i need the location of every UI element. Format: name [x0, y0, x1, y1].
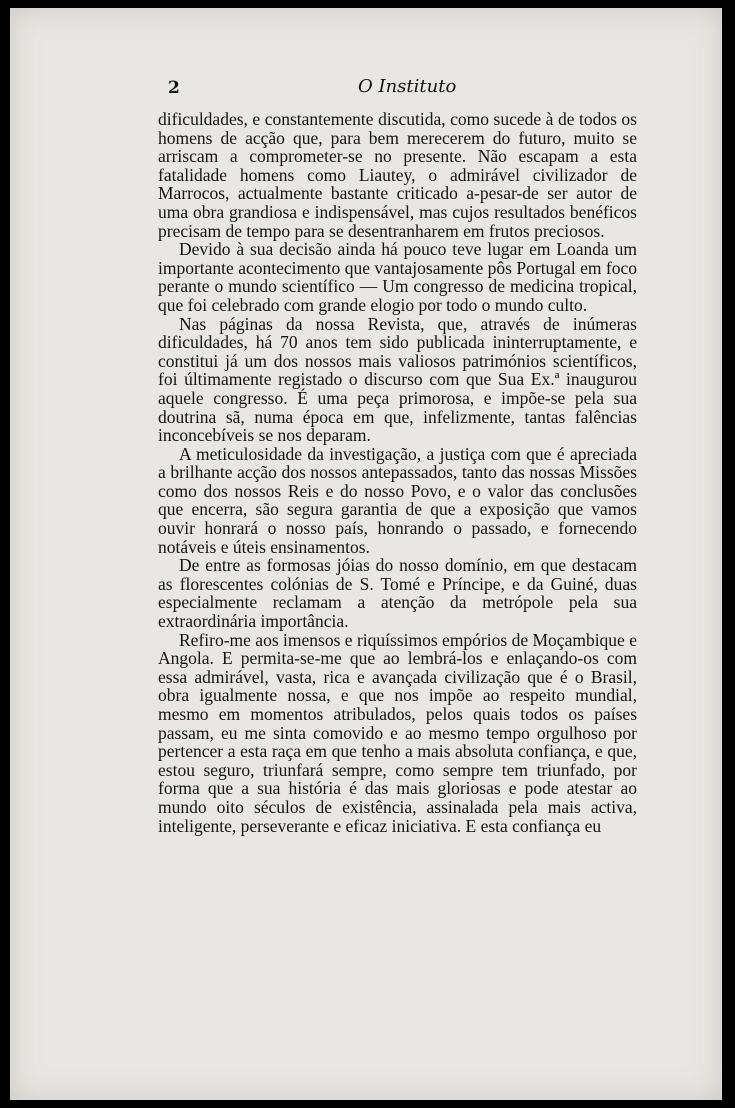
journal-title: O Instituto — [358, 76, 457, 97]
paragraph-4: A meticulosidade da investigação, a justiça com que é apreciada a brilhante acção dos nossos antepassados, tanto das nossas Missões como dos nossos Reis e do nosso Povo, e o valor das conclusões que encerra, são segura garantia de que a exposição que vamos ouvir honrará o nosso país, honrando o passado, e fornecendo notáveis e úteis ensinamentos. — [158, 443, 637, 557]
paragraph-5: De entre as formosas jóias do nosso domínio, em que destacam as florescentes colónias de S. Tomé e Príncipe, e da Guiné, duas especialmente reclamam a atenção da metrópole pela sua extraordinária importância. — [158, 555, 637, 632]
paragraph-1: dificuldades, e constantemente discutida, como sucede à de todos os homens de acção que, para bem merecerem do futuro, muito se arriscam a comprometer-se no presente. Não escapam a esta fatalidade homens como Liautey, o admirável civilizador de Marrocos, actualmente bastante criticado a-pesar-de ser autor de uma obra grandiosa e indispensável, mas cujos resultados benéficos precisam de tempo para se desentranharem em frutos preciosos. — [158, 109, 637, 241]
body-text — [158, 110, 637, 835]
running-head — [164, 76, 644, 102]
paragraph-3: Nas páginas da nossa Revista, que, através de inúmeras dificuldades, há 70 anos tem sido publicada ininterruptamente, e constitui já um dos nossos mais valiosos patrimónios scientíficos, foi últimamente registado o discurso com que Sua Ex.ª inaugurou aquele congresso. É uma peça primorosa, e impõe-se pela sua doutrina sã, numa época em que, infelizmente, tantas falências inconcebíveis se nos deparam. — [158, 313, 637, 446]
page-number: 2 — [168, 78, 180, 98]
paragraph-2: Devido à sua decisão ainda há pouco teve lugar em Loanda um importante acontecimento que vantajosamente pôs Portugal em foco perante o mundo scientífico — Um congresso de medicina tropical, que foi celebrado com grande elogio por todo o mundo culto. — [158, 239, 637, 315]
paragraph-6: Refiro-me aos imensos e riquíssimos empórios de Moçambique e Angola. E permita-se-me que ao lembrá-los e enlaçando-os com essa admirável, vasta, rica e avançada civilização que é o Brasil, obra igualmente nossa, e que nos impõe ao respeito mundial, mesmo em momentos atribulados, pelos quais todos os países passam, eu me sinta comovido e ao mesmo tempo orgulhoso por pertencer a esta raça em que tenho a mais absoluta confiança, e que, estou seguro, triunfará sempre, como sempre tem triunfado, por forma que a sua história é das mais gloriosas e pode atestar ao mundo oito séculos de existência, assinalada pela mais activa, inteligente, perseverante e eficaz iniciativa. E esta confiança eu — [158, 629, 637, 836]
